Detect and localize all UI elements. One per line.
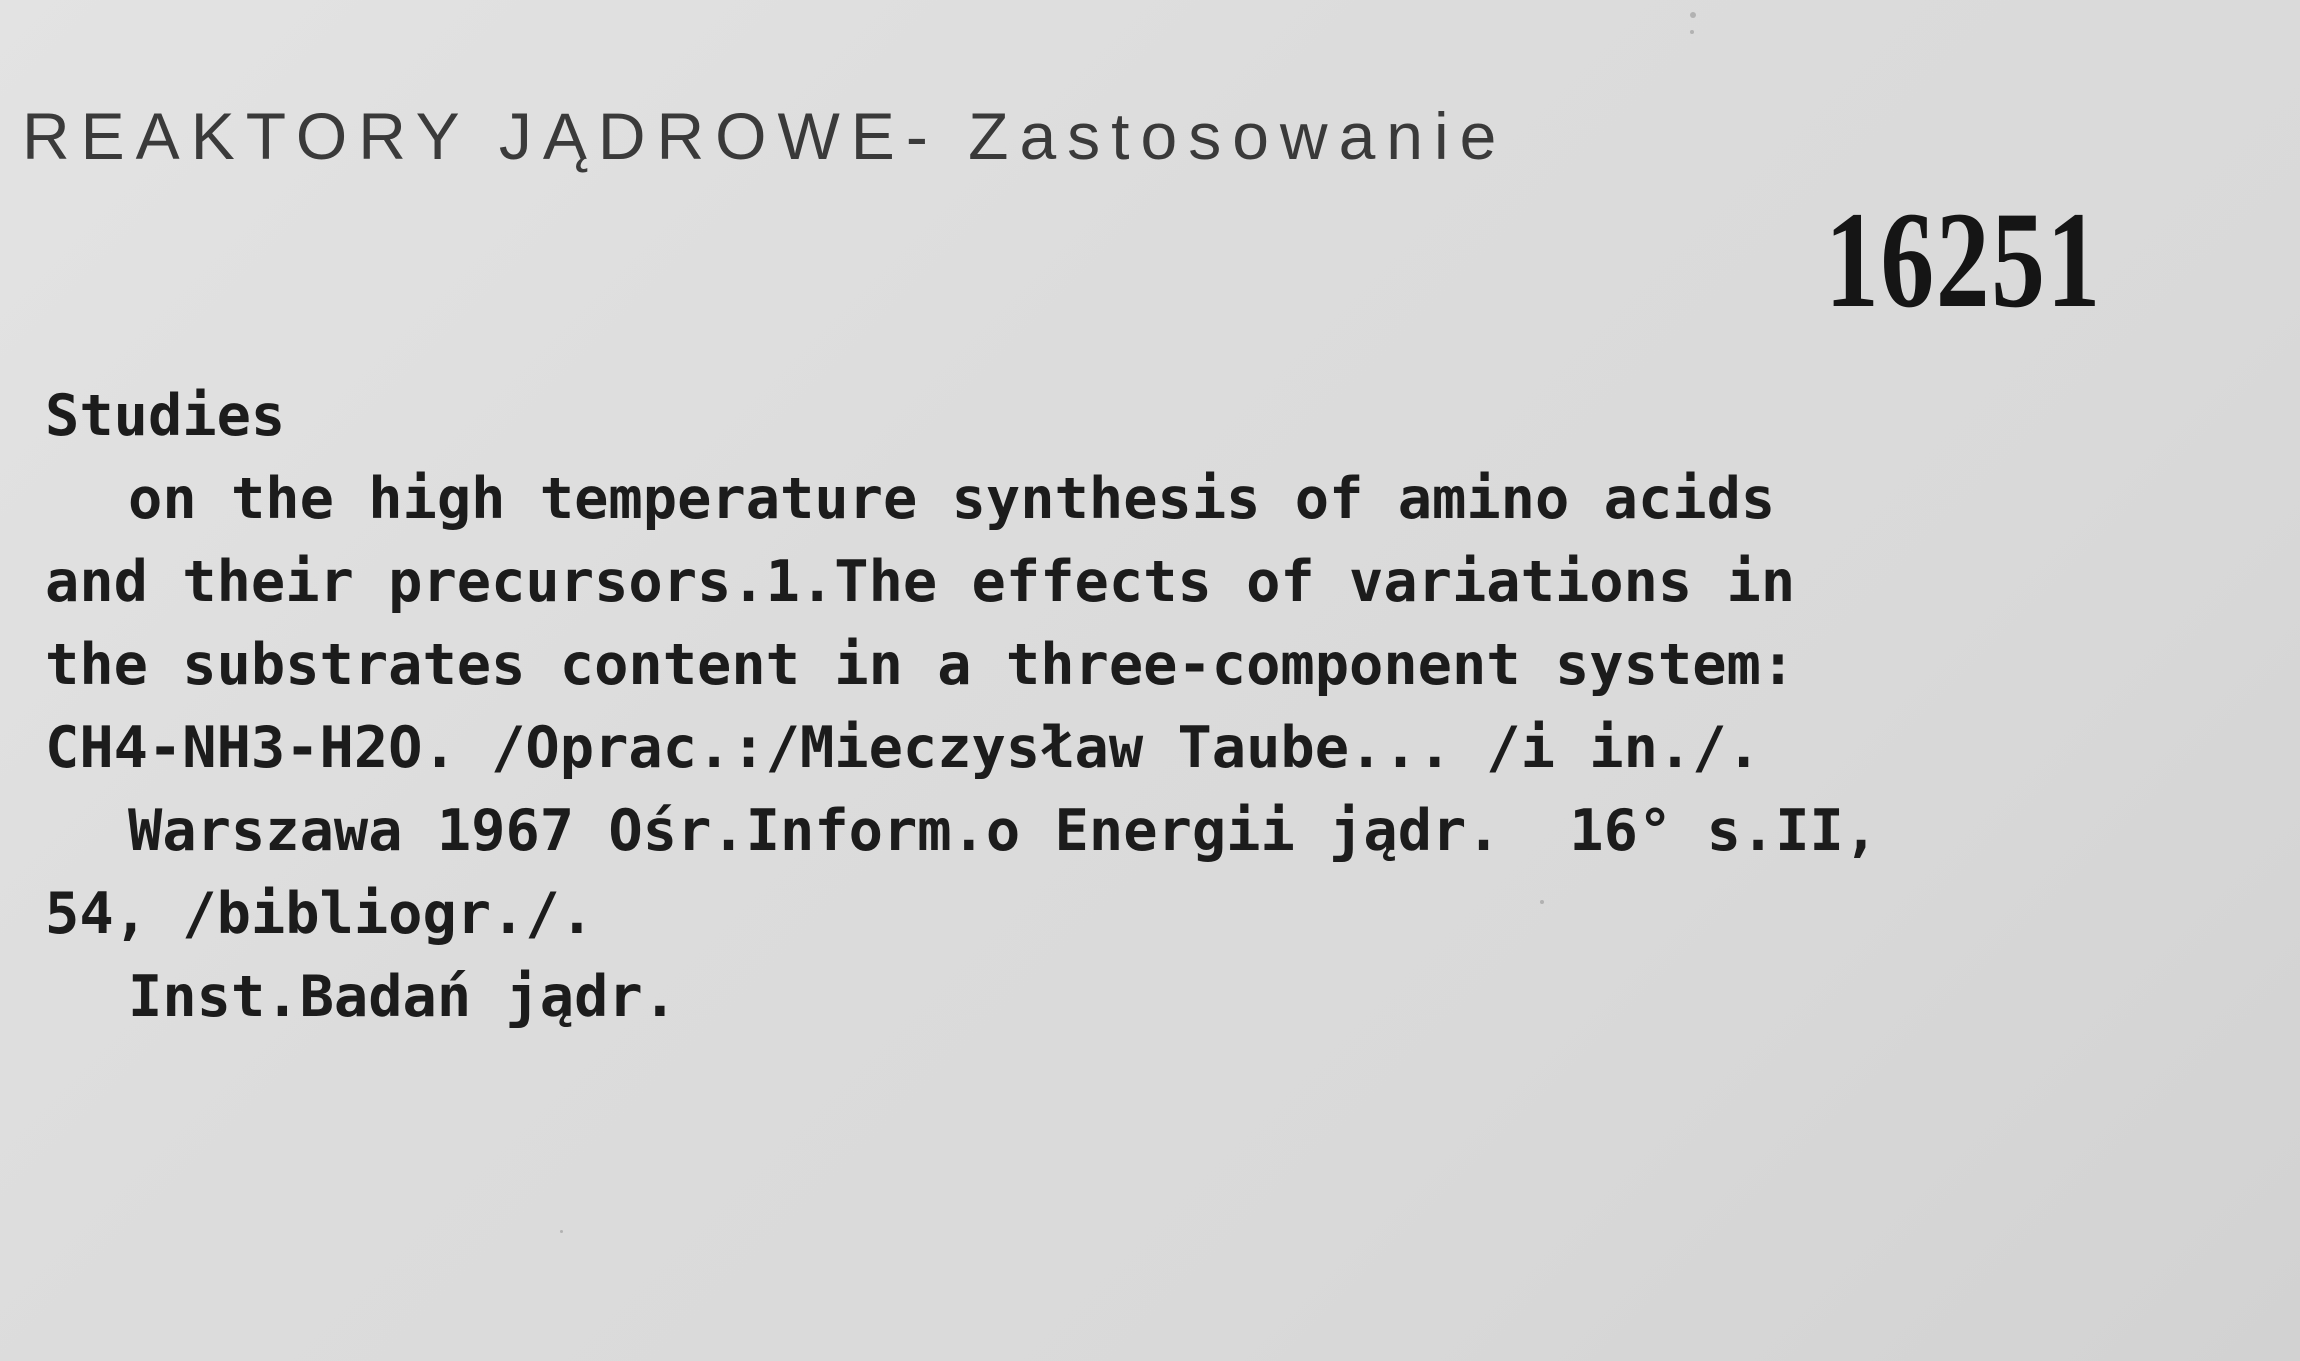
paper-speck — [1690, 12, 1696, 18]
paper-speck — [1690, 30, 1694, 34]
accession-number: 16251 — [1825, 183, 2102, 336]
title-first-word: Studies — [45, 383, 286, 449]
location-line: Inst.Badań jądr. — [128, 964, 678, 1030]
title-line: and their precursors.1.The effects of variations in — [45, 549, 1796, 615]
imprint-line: Warszawa 1967 Ośr.Inform.o Energii jądr. 16° s.II, — [128, 798, 1879, 864]
subject-heading: REAKTORY JĄDROWE- Zastosowanie — [22, 99, 1508, 173]
paper-speck — [560, 1230, 563, 1233]
title-line: on the high temperature synthesis of amino acids — [128, 466, 1776, 532]
paper-speck — [1540, 900, 1544, 904]
formula-author-line: CH4-NH3-H2O. /Oprac.:/Mieczysław Taube... /i in./. — [45, 715, 1761, 781]
title-line: the substrates content in a three-component system: — [45, 632, 1796, 698]
imprint-continuation-line: 54, /bibliogr./. — [45, 881, 595, 947]
